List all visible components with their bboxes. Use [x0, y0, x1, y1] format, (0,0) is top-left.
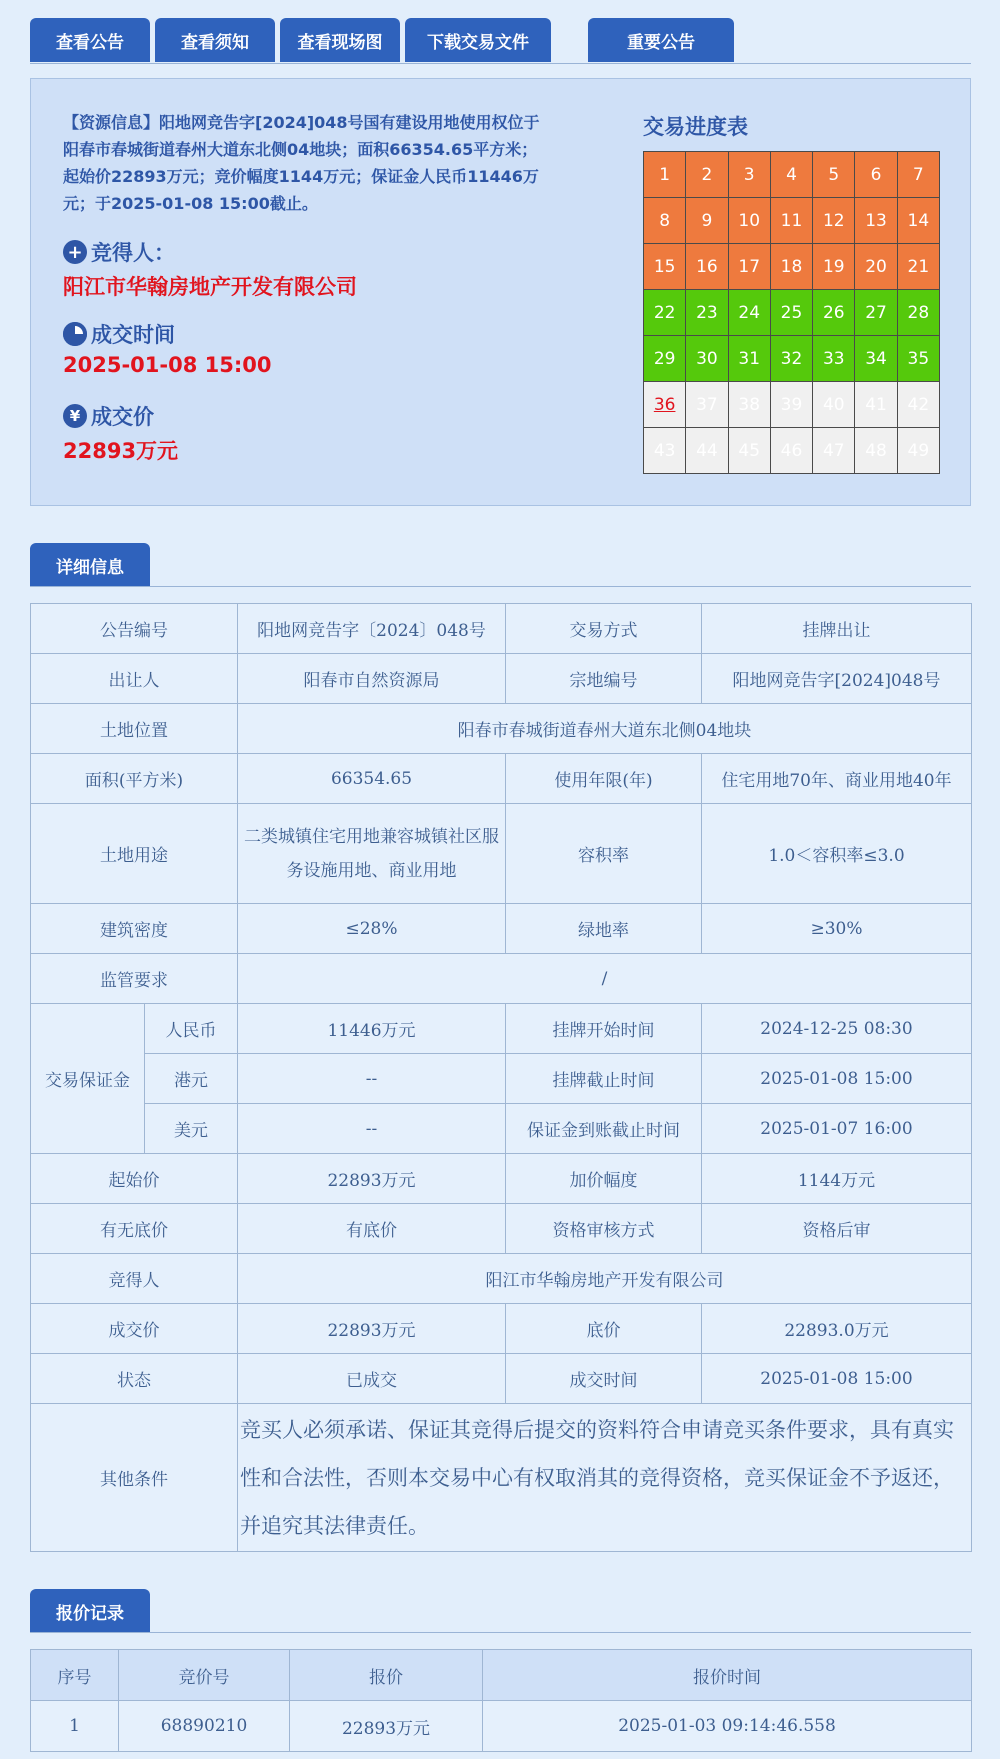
progress-cell: 33 — [813, 336, 855, 382]
seller-value: 阳春市自然资源局 — [238, 654, 506, 704]
method-value: 挂牌出让 — [702, 604, 972, 654]
tab-view-notice[interactable]: 查看公告 — [30, 18, 150, 62]
progress-title: 交易进度表 — [643, 115, 748, 139]
reserve-label: 有无底价 — [31, 1204, 238, 1254]
land-use-label: 土地用途 — [31, 804, 238, 904]
deal-price-value: 22893万元 — [63, 439, 179, 463]
parcel-value: 阳地网竞告字[2024]048号 — [702, 654, 972, 704]
progress-cell: 25 — [770, 290, 812, 336]
far-label: 容积率 — [506, 804, 702, 904]
progress-cell: 9 — [686, 198, 728, 244]
progress-cell: 22 — [644, 290, 686, 336]
bid-records-tab: 报价记录 — [30, 1589, 150, 1633]
table-row — [31, 754, 972, 804]
progress-grid-row — [644, 290, 940, 336]
progress-cell: 35 — [897, 336, 939, 382]
deal-time-heading: 成交时间 — [63, 319, 175, 349]
winner-label: 竞得人 — [31, 1254, 238, 1304]
progress-grid-row — [644, 382, 940, 428]
progress-grid-row — [644, 336, 940, 382]
usd-label: 美元 — [145, 1104, 238, 1154]
progress-cell: 32 — [770, 336, 812, 382]
table-row — [31, 1204, 972, 1254]
clock-icon — [63, 322, 87, 346]
col-header-price: 报价 — [290, 1650, 483, 1701]
other-conditions-value: 竞买人必须承诺、保证其竞得后提交的资料符合申请竞买条件要求，具有真实性和合法性，否则本交易中心有权取消其的竞得资格，竞买保证金不予返还，并追究其法律责任。 — [238, 1404, 972, 1552]
bid-records-table — [30, 1649, 972, 1752]
notice-no-label: 公告编号 — [31, 604, 238, 654]
progress-cell: 49 — [897, 428, 939, 474]
progress-cell: 21 — [897, 244, 939, 290]
tab-download-files[interactable]: 下载交易文件 — [405, 18, 551, 62]
col-header-time: 报价时间 — [483, 1650, 972, 1701]
table-row — [31, 1154, 972, 1204]
progress-cell: 48 — [855, 428, 897, 474]
review-value: 资格后审 — [702, 1204, 972, 1254]
progress-cell: 12 — [813, 198, 855, 244]
table-row — [31, 1004, 972, 1054]
progress-cell: 6 — [855, 152, 897, 198]
progress-cell: 40 — [813, 382, 855, 428]
table-row — [31, 904, 972, 954]
location-label: 土地位置 — [31, 704, 238, 754]
list-start-label: 挂牌开始时间 — [506, 1004, 702, 1054]
bid-id-cell: 68890210 — [119, 1701, 290, 1752]
table-row — [31, 1354, 972, 1404]
method-label: 交易方式 — [506, 604, 702, 654]
deal-time-detail-value: 2025-01-08 15:00 — [702, 1354, 972, 1404]
progress-cell-current[interactable]: 36 — [644, 382, 686, 428]
table-row — [31, 1054, 972, 1104]
deal-price-detail-value: 22893万元 — [238, 1304, 506, 1354]
table-row — [31, 1254, 972, 1304]
resource-info-text: 【资源信息】阳地网竞告字[2024]048号国有建设用地使用权位于阳春市春城街道春州大道东北侧04地块；面积66354.65平方米；起始价22893万元；竞价幅度1144万元；保证金人民币11446万元；于2025-01-08 15:00截止。 — [63, 113, 540, 213]
table-row — [31, 1104, 972, 1154]
progress-grid-row — [644, 198, 940, 244]
list-end-label: 挂牌截止时间 — [506, 1054, 702, 1104]
bid-records-divider — [30, 1632, 971, 1633]
deposit-label: 交易保证金 — [31, 1004, 145, 1154]
progress-cell: 37 — [686, 382, 728, 428]
status-label: 状态 — [31, 1354, 238, 1404]
tab-important-notice[interactable]: 重要公告 — [588, 18, 734, 62]
deal-price-label: 成交价 — [31, 1304, 238, 1354]
start-price-label: 起始价 — [31, 1154, 238, 1204]
list-end-value: 2025-01-08 15:00 — [702, 1054, 972, 1104]
progress-cell: 3 — [728, 152, 770, 198]
col-header-bid-no: 竞价号 — [119, 1650, 290, 1701]
resource-info-panel — [30, 78, 971, 506]
progress-cell: 23 — [686, 290, 728, 336]
progress-grid-row — [644, 244, 940, 290]
progress-cell: 41 — [855, 382, 897, 428]
progress-cell: 24 — [728, 290, 770, 336]
years-label: 使用年限(年) — [506, 754, 702, 804]
floor-price-label: 底价 — [506, 1304, 702, 1354]
progress-cell: 31 — [728, 336, 770, 382]
table-row — [31, 804, 972, 904]
winner-detail-value: 阳江市华翰房地产开发有限公司 — [238, 1254, 972, 1304]
progress-cell: 46 — [770, 428, 812, 474]
progress-cell: 1 — [644, 152, 686, 198]
progress-cell: 44 — [686, 428, 728, 474]
progress-cell: 4 — [770, 152, 812, 198]
progress-cell: 14 — [897, 198, 939, 244]
area-label: 面积(平方米) — [31, 754, 238, 804]
progress-cell: 45 — [728, 428, 770, 474]
winner-value: 阳江市华翰房地产开发有限公司 — [63, 275, 357, 299]
list-start-value: 2024-12-25 08:30 — [702, 1004, 972, 1054]
progress-grid-row — [644, 428, 940, 474]
hkd-label: 港元 — [145, 1054, 238, 1104]
increment-label: 加价幅度 — [506, 1154, 702, 1204]
table-row — [31, 704, 972, 754]
table-header-row — [31, 1650, 972, 1701]
progress-cell: 8 — [644, 198, 686, 244]
supervise-label: 监管要求 — [31, 954, 238, 1004]
progress-cell: 17 — [728, 244, 770, 290]
floor-price-value: 22893.0万元 — [702, 1304, 972, 1354]
progress-cell: 2 — [686, 152, 728, 198]
deal-price-heading: ¥ 成交价 — [63, 401, 154, 431]
deal-time-value: 2025-01-08 15:00 — [63, 353, 272, 377]
tab-view-instructions[interactable]: 查看须知 — [155, 18, 275, 62]
progress-cell: 29 — [644, 336, 686, 382]
green-ratio-value: ≥30% — [702, 904, 972, 954]
progress-cell: 19 — [813, 244, 855, 290]
other-conditions-label: 其他条件 — [31, 1404, 238, 1552]
far-value: 1.0＜容积率≤3.0 — [702, 804, 972, 904]
location-value: 阳春市春城街道春州大道东北侧04地块 — [238, 704, 972, 754]
area-value: 66354.65 — [238, 754, 506, 804]
table-row — [31, 654, 972, 704]
progress-cell: 13 — [855, 198, 897, 244]
progress-cell: 11 — [770, 198, 812, 244]
tab-view-site-map[interactable]: 查看现场图 — [280, 18, 400, 62]
deal-time-label: 成交时间 — [506, 1354, 702, 1404]
table-row — [31, 604, 972, 654]
progress-grid-row — [644, 152, 940, 198]
progress-cell: 7 — [897, 152, 939, 198]
review-label: 资格审核方式 — [506, 1204, 702, 1254]
progress-cell: 15 — [644, 244, 686, 290]
progress-cell: 28 — [897, 290, 939, 336]
progress-cell: 47 — [813, 428, 855, 474]
detail-section-tab: 详细信息 — [30, 543, 150, 587]
progress-cell: 10 — [728, 198, 770, 244]
supervise-value: / — [238, 954, 972, 1004]
bid-no-cell: 1 — [31, 1701, 119, 1752]
deposit-due-label: 保证金到账截止时间 — [506, 1104, 702, 1154]
status-value: 已成交 — [238, 1354, 506, 1404]
progress-cell: 30 — [686, 336, 728, 382]
progress-cell: 26 — [813, 290, 855, 336]
parcel-label: 宗地编号 — [506, 654, 702, 704]
detail-table — [30, 603, 972, 1552]
green-ratio-label: 绿地率 — [506, 904, 702, 954]
progress-cell: 38 — [728, 382, 770, 428]
bid-price-cell: 22893万元 — [290, 1701, 483, 1752]
yen-icon: ¥ — [63, 404, 87, 428]
col-header-no: 序号 — [31, 1650, 119, 1701]
winner-heading: + 竞得人： — [63, 237, 175, 267]
table-row — [31, 954, 972, 1004]
progress-cell: 16 — [686, 244, 728, 290]
table-row — [31, 1701, 972, 1752]
progress-cell: 5 — [813, 152, 855, 198]
notice-no-value: 阳地网竞告字〔2024〕048号 — [238, 604, 506, 654]
density-label: 建筑密度 — [31, 904, 238, 954]
land-use-value: 二类城镇住宅用地兼容城镇社区服务设施用地、商业用地 — [238, 804, 506, 904]
progress-cell: 43 — [644, 428, 686, 474]
seller-label: 出让人 — [31, 654, 238, 704]
start-price-value: 22893万元 — [238, 1154, 506, 1204]
progress-cell: 20 — [855, 244, 897, 290]
progress-cell: 42 — [897, 382, 939, 428]
detail-section-divider — [30, 586, 971, 587]
deposit-due-value: 2025-01-07 16:00 — [702, 1104, 972, 1154]
progress-grid — [643, 151, 940, 474]
progress-cell: 34 — [855, 336, 897, 382]
years-value: 住宅用地70年、商业用地40年 — [702, 754, 972, 804]
increment-value: 1144万元 — [702, 1154, 972, 1204]
plus-icon: + — [63, 240, 87, 264]
progress-cell: 18 — [770, 244, 812, 290]
progress-cell: 27 — [855, 290, 897, 336]
density-value: ≤28% — [238, 904, 506, 954]
rmb-value: 11446万元 — [238, 1004, 506, 1054]
table-row — [31, 1304, 972, 1354]
usd-value: -- — [238, 1104, 506, 1154]
progress-cell: 39 — [770, 382, 812, 428]
table-row — [31, 1404, 972, 1552]
bid-time-cell: 2025-01-03 09:14:46.558 — [483, 1701, 972, 1752]
top-tab-bar — [30, 18, 971, 64]
rmb-label: 人民币 — [145, 1004, 238, 1054]
hkd-value: -- — [238, 1054, 506, 1104]
reserve-value: 有底价 — [238, 1204, 506, 1254]
